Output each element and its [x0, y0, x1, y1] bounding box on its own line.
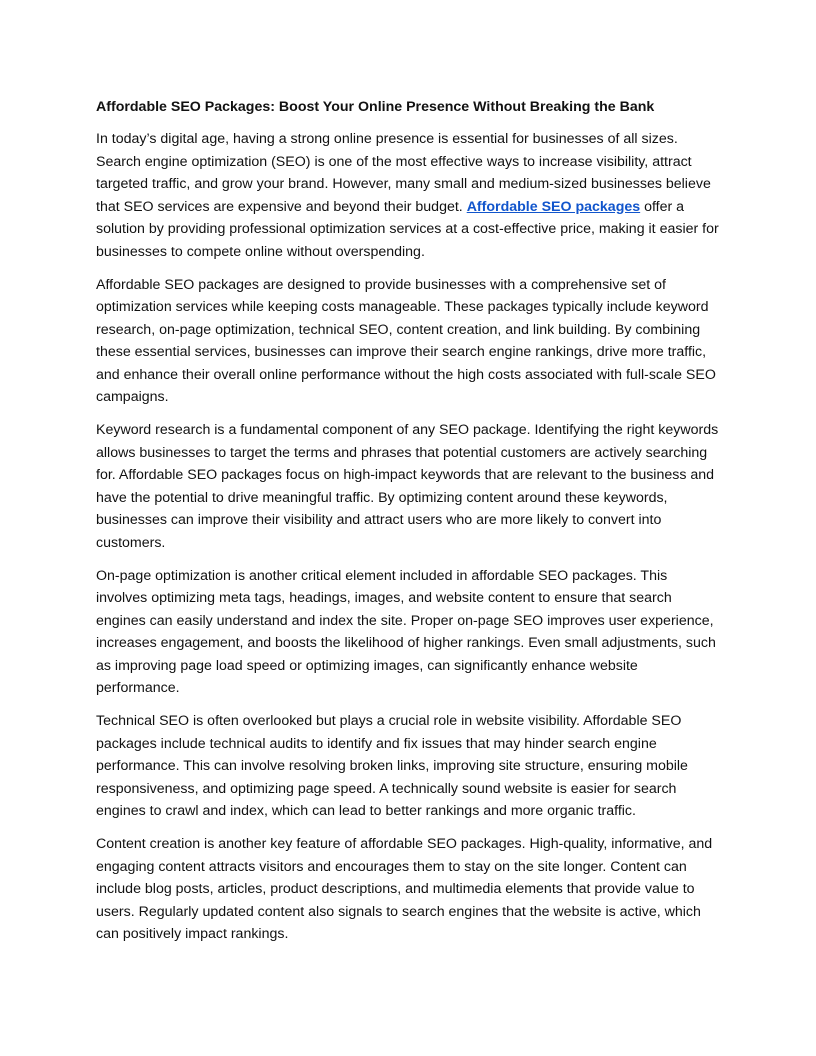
document-page — [96, 96, 722, 956]
document-title: Affordable SEO Packages: Boost Your Online Presence Without Breaking the Bank — [96, 99, 655, 115]
paragraph-keyword-research: Keyword research is a fundamental component of any SEO package. Identifying the right keywords allows businesses to target the terms and phrases that potential customers are actively searching for. Affordable SEO packages focus on high-impact keywords that are relevant to the business and have the potential to drive meaningful traffic. By optimizing content around these keywords, businesses can improve their visibility and attract users who are more likely to convert into customers. — [96, 422, 719, 551]
paragraph-technical-seo: Technical SEO is often overlooked but plays a crucial role in website visibility. Affordable SEO packages include technical audits to identify and fix issues that may hinder search engine performance. This can involve resolving broken links, improving site structure, ensuring mobile responsiveness, and optimizing page speed. A technically sound website is easier for search engines to crawl and index, which can lead to better rankings and more organic traffic. — [96, 713, 688, 819]
paragraph-on-page-optimization: On-page optimization is another critical element included in affordable SEO packages. This involves optimizing meta tags, headings, images, and website content to ensure that search engines can easily understand and index the site. Proper on-page SEO improves user experience, increases engagement, and boosts the likelihood of higher rankings. Even small adjustments, such as improving page load speed or optimizing images, can significantly enhance website performance. — [96, 567, 716, 696]
paragraph-content-creation: Content creation is another key feature of affordable SEO packages. High-quality, informative, and engaging content attracts visitors and encourages them to stay on the site longer. Content can include blog posts, articles, product descriptions, and multimedia elements that provide value to users. Regularly updated content also signals to search engines that the website is active, which can positively impact rankings. — [96, 836, 713, 942]
paragraph-intro-text-before: In today’s digital age, having a strong online presence is essential for businesses of all sizes. Search engine optimization (SEO) is one of the most effective ways to increase visibility, attract targeted traffic, and grow your brand. However, many small and medium-sized businesses believe that SEO services are expensive and beyond their budget. — [96, 131, 711, 215]
paragraph-intro — [96, 128, 722, 263]
affordable-seo-packages-link[interactable]: Affordable SEO packages — [466, 198, 641, 215]
paragraph-packages-overview: Affordable SEO packages are designed to provide businesses with a comprehensive set of optimization services while keeping costs manageable. These packages typically include keyword research, on-page optimization, technical SEO, content creation, and link building. By combining these essential services, businesses can improve their search engine rankings, drive more traffic, and enhance their overall online performance without the high costs associated with full-scale SEO campaigns. — [96, 276, 716, 405]
paragraph-intro-text-after: offer a solution by providing professional optimization services at a cost-effective price, making it easier for businesses to compete online without overspending. — [96, 198, 719, 260]
